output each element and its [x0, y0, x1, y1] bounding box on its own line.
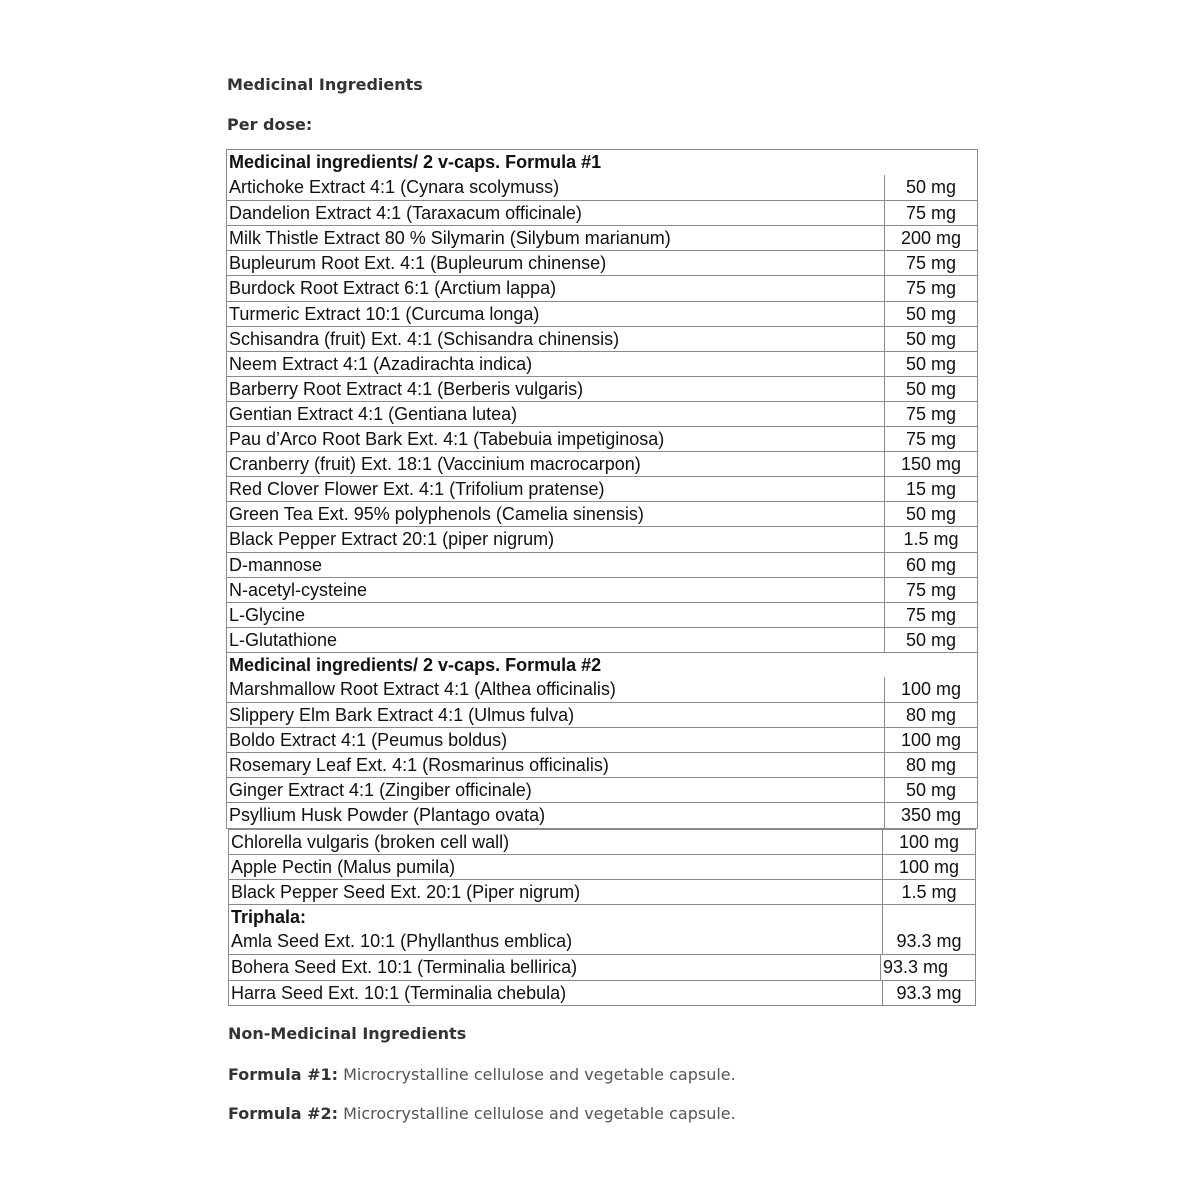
ingredient-name: Black Pepper Seed Ext. 20:1 (Piper nigrum)	[231, 882, 581, 903]
ingredient-name: Gentian Extract 4:1 (Gentiana lutea)	[229, 403, 518, 424]
ingredient-name: L-Glycine	[229, 604, 306, 625]
ingredient-row	[227, 677, 977, 702]
ingredient-name: L-Glutathione	[229, 629, 338, 650]
ingredients-table-continued	[228, 829, 976, 1006]
ingredient-row	[227, 501, 977, 526]
ingredient-row	[229, 980, 975, 1005]
ingredient-amount: 100 mg	[884, 728, 977, 752]
ingredient-row	[227, 351, 977, 376]
ingredient-row	[227, 777, 977, 802]
ingredient-row	[227, 526, 977, 551]
ingredient-name: Milk Thistle Extract 80 % Silymarin (Silybum marianum)	[229, 228, 671, 249]
ingredient-name: Apple Pectin (Malus pumila)	[231, 857, 456, 878]
ingredient-row	[227, 275, 977, 300]
ingredient-amount: 75 mg	[884, 201, 977, 225]
ingredient-row	[227, 602, 977, 627]
ingredient-name: Chlorella vulgaris (broken cell wall)	[231, 832, 510, 852]
ingredient-amount: 100 mg	[882, 830, 975, 854]
ingredient-row	[227, 702, 977, 727]
ingredient-name: Pau d’Arco Root Bark Ext. 4:1 (Tabebuia impetiginosa)	[229, 429, 665, 450]
formula1-header-row	[227, 150, 977, 175]
ingredient-name: Rosemary Leaf Ext. 4:1 (Rosmarinus officinalis)	[229, 755, 609, 776]
ingredient-row	[229, 879, 975, 904]
formula2-text: Microcrystalline cellulose and vegetable capsule.	[338, 1104, 736, 1123]
ingredient-row	[227, 301, 977, 326]
ingredient-name: Red Clover Flower Ext. 4:1 (Trifolium pratense)	[229, 479, 605, 500]
ingredient-amount: 200 mg	[884, 226, 977, 250]
ingredient-row	[227, 326, 977, 351]
ingredient-amount: 50 mg	[884, 175, 977, 200]
ingredient-amount: 50 mg	[884, 352, 977, 376]
ingredient-amount: 50 mg	[884, 377, 977, 401]
non-medicinal-heading: Non-Medicinal Ingredients	[228, 1024, 467, 1043]
ingredient-row	[227, 175, 977, 200]
ingredients-table	[226, 149, 978, 829]
ingredient-name: Artichoke Extract 4:1 (Cynara scolymuss)	[229, 177, 560, 198]
non-medicinal-formula1	[228, 1065, 736, 1084]
formula2-label: Formula #2:	[228, 1104, 339, 1123]
ingredient-amount: 1.5 mg	[882, 880, 975, 904]
ingredient-name: Neem Extract 4:1 (Azadirachta indica)	[229, 353, 533, 374]
ingredient-row	[229, 854, 975, 879]
ingredient-name: Turmeric Extract 10:1 (Curcuma longa)	[229, 303, 540, 324]
formula1-header: Medicinal ingredients/ 2 v-caps. Formula #1	[229, 152, 602, 172]
ingredient-row	[227, 200, 977, 225]
ingredient-amount: 93.3 mg	[880, 955, 975, 979]
ingredient-amount: 93.3 mg	[882, 929, 975, 954]
ingredient-row	[227, 727, 977, 752]
ingredient-amount: 80 mg	[884, 703, 977, 727]
ingredient-amount: 93.3 mg	[882, 981, 975, 1005]
ingredient-name: Burdock Root Extract 6:1 (Arctium lappa)	[229, 278, 557, 299]
ingredient-name: Marshmallow Root Extract 4:1 (Althea officinalis)	[229, 678, 616, 699]
ingredient-row	[227, 627, 977, 652]
ingredient-amount: 50 mg	[884, 778, 977, 802]
formula1-label: Formula #1:	[228, 1065, 339, 1084]
ingredient-row	[227, 426, 977, 451]
ingredient-row	[229, 954, 975, 979]
ingredient-name: Bupleurum Root Ext. 4:1 (Bupleurum chinense)	[229, 253, 607, 274]
ingredient-row	[227, 476, 977, 501]
ingredient-amount: 50 mg	[884, 302, 977, 326]
ingredient-name: Barberry Root Extract 4:1 (Berberis vulgaris)	[229, 378, 584, 399]
ingredient-amount: 75 mg	[884, 402, 977, 426]
ingredient-name: Cranberry (fruit) Ext. 18:1 (Vaccinium macrocarpon)	[229, 454, 641, 475]
triphala-row	[229, 904, 975, 929]
ingredient-amount: 80 mg	[884, 753, 977, 777]
ingredient-amount: 50 mg	[884, 502, 977, 526]
ingredient-amount: 100 mg	[882, 855, 975, 879]
ingredient-row	[227, 752, 977, 777]
ingredient-amount: 50 mg	[884, 327, 977, 351]
ingredient-name: Harra Seed Ext. 10:1 (Terminalia chebula)	[231, 982, 567, 1003]
formula1-text: Microcrystalline cellulose and vegetable capsule.	[338, 1065, 736, 1084]
ingredient-name: Ginger Extract 4:1 (Zingiber officinale)	[229, 780, 532, 801]
ingredient-amount: 100 mg	[884, 677, 977, 702]
ingredient-name: Black Pepper Extract 20:1 (piper nigrum)	[229, 529, 555, 550]
ingredient-amount: 150 mg	[884, 452, 977, 476]
ingredient-name: Slippery Elm Bark Extract 4:1 (Ulmus fulva)	[229, 705, 575, 726]
ingredient-row	[229, 929, 975, 954]
non-medicinal-formula2	[228, 1104, 736, 1123]
ingredient-row	[227, 250, 977, 275]
ingredient-row	[229, 829, 975, 854]
formula2-header-row	[227, 652, 977, 677]
ingredient-row	[227, 401, 977, 426]
ingredient-row	[227, 225, 977, 250]
ingredient-row	[227, 376, 977, 401]
ingredient-name: Boldo Extract 4:1 (Peumus boldus)	[229, 730, 508, 751]
medicinal-ingredients-heading: Medicinal Ingredients	[227, 75, 423, 94]
per-dose-heading: Per dose:	[227, 115, 313, 134]
ingredient-name: D-mannose	[229, 554, 323, 575]
ingredient-row	[227, 577, 977, 602]
ingredient-name: Amla Seed Ext. 10:1 (Phyllanthus emblica)	[231, 931, 573, 952]
ingredient-row	[227, 451, 977, 476]
ingredient-amount: 75 mg	[884, 603, 977, 627]
ingredient-row	[227, 802, 977, 827]
ingredient-row	[227, 552, 977, 577]
ingredient-amount: 350 mg	[884, 803, 977, 827]
ingredient-name: N-acetyl-cysteine	[229, 579, 368, 600]
formula2-header: Medicinal ingredients/ 2 v-caps. Formula #2	[229, 654, 602, 675]
triphala-label: Triphala:	[231, 907, 307, 928]
ingredient-amount: 75 mg	[884, 578, 977, 602]
ingredient-amount: 60 mg	[884, 553, 977, 577]
ingredient-name: Schisandra (fruit) Ext. 4:1 (Schisandra chinensis)	[229, 328, 620, 349]
ingredient-name: Bohera Seed Ext. 10:1 (Terminalia bellirica)	[231, 957, 578, 978]
ingredient-amount: 50 mg	[884, 628, 977, 652]
ingredient-amount: 75 mg	[884, 251, 977, 275]
ingredient-name: Psyllium Husk Powder (Plantago ovata)	[229, 805, 546, 826]
ingredient-name: Dandelion Extract 4:1 (Taraxacum officinale)	[229, 203, 582, 224]
ingredient-amount: 1.5 mg	[884, 527, 977, 551]
ingredient-name: Green Tea Ext. 95% polyphenols (Camelia sinensis)	[229, 504, 644, 525]
ingredient-amount: 75 mg	[884, 427, 977, 451]
ingredient-amount: 75 mg	[884, 276, 977, 300]
ingredient-amount: 15 mg	[884, 477, 977, 501]
